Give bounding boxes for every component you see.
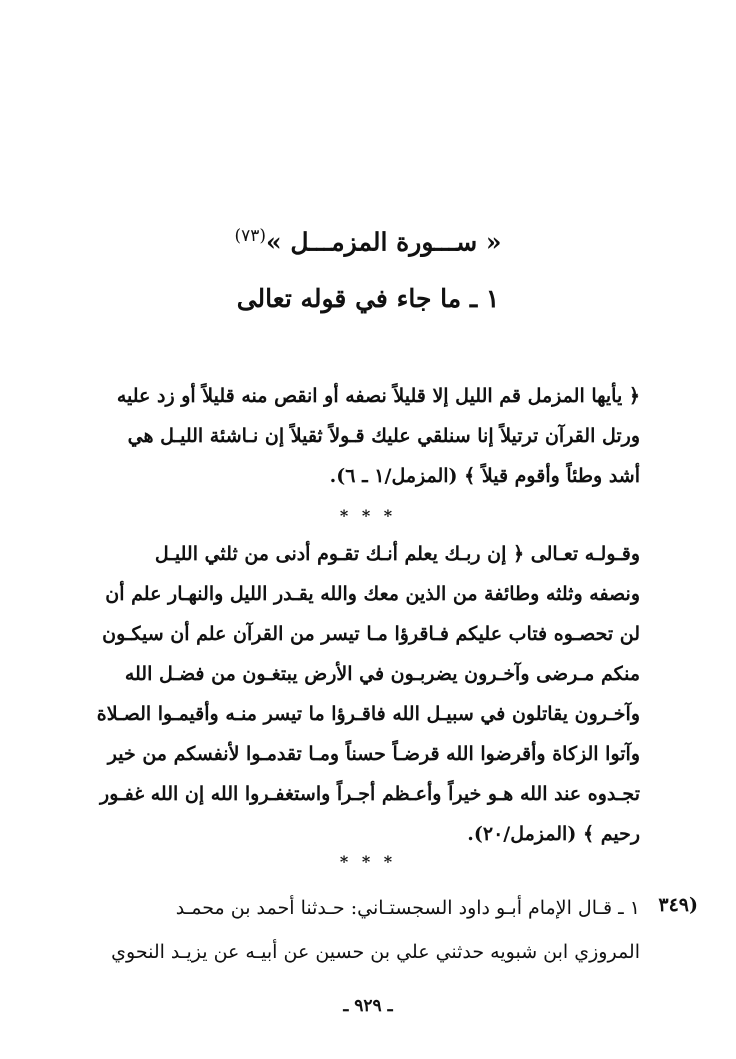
verse-block-1 [92,376,640,496]
verse-line: أشد وطئاً وأقوم قيلاً ﴾ (المزمل/١ ـ ٦). [329,465,640,487]
verse-line: رحيم ﴾ (المزمل/٢٠). [467,823,640,845]
surah-title [0,226,736,256]
verse-line: ورتل القرآن ترتيلاً إنا سنلقي عليك قـولاً ثقيلاً إن نـاشئة الليـل هي [127,425,640,447]
verse-line: منكم مـرضى وآخـرون يضربـون في الأرض يبتغـون من فضـل الله [124,663,640,685]
verse-line: ونصفه وثلثه وطائفة من الذين معك والله يقـدر الليل والنهـار علم أن [105,583,640,605]
verse-line: لن تحصـوه فتاب عليكم فـاقرؤا مـا تيسر من القرآن علم أن سيكـون [102,623,640,645]
hadith-text [92,886,640,974]
surah-footnote-marker: (٧٣) [234,226,267,246]
section-title: ١ ـ ما جاء في قوله تعالى [236,284,500,313]
verse-line: ﴿ يأيها المزمل قم الليل إلا قليلاً نصفه أو انقص منه قليلاً أو زد عليه [116,385,640,407]
verse-line: وقـولـه تعـالى ﴿ إن ربـك يعلم أنـك تقـوم أدنى من ثلثي الليـل [154,543,640,565]
page-number: ـ ٩٢٩ ـ [343,996,393,1016]
separator-stars: * * * [339,852,397,871]
verse-line: تجـدوه عند الله هـو خيراً وأعـظم أجـراً واستغفـروا الله إن الله غفـور [100,783,640,805]
surah-title-text: « ســـورة المزمـــل » [266,227,502,257]
hadith-line: المروزي ابن شبويه حدثني علي بن حسين عن أبيـه عن يزيـد النحوي [111,941,640,963]
separator-stars: * * * [339,506,397,525]
verse-line: وآخـرون يقاتلون في سبيـل الله فاقـرؤا ما تيسر منـه وأقيمـوا الصـلاة [96,703,640,725]
hadith-line: ١ ـ قـال الإمام أبـو داود السجستـاني: حـدثنا أحمد بن محمـد [175,897,640,919]
verse-block-2 [92,534,640,854]
hadith-number: (٣٤٩ [658,894,698,916]
verse-line: وآتوا الزكاة وأقرضوا الله قرضـاً حسناً ومـا تقدمـوا لأنفسكم من خير [107,743,640,765]
